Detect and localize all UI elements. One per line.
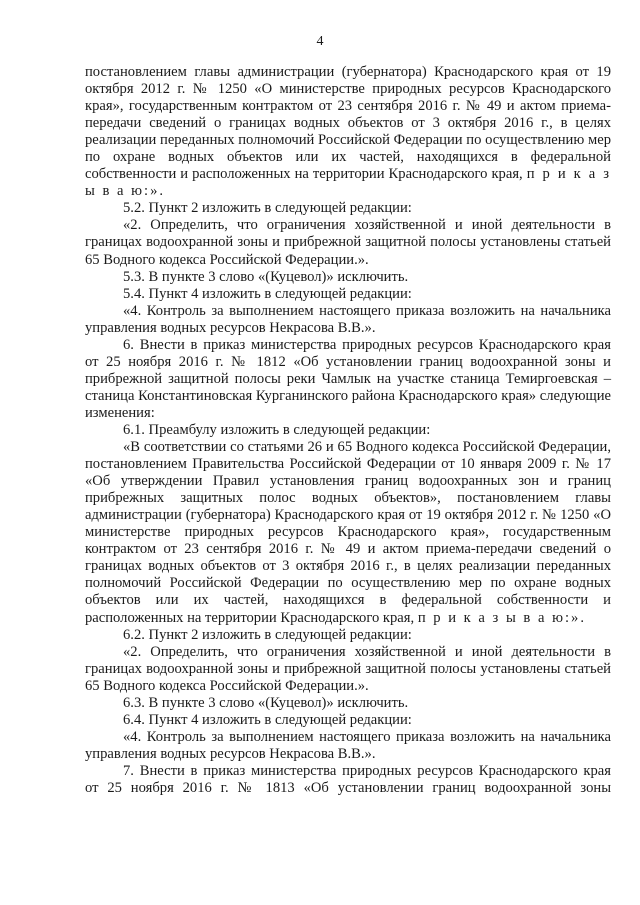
paragraph-6-1-text	[85, 439, 611, 627]
paragraph-6-2: 6.2. Пункт 2 изложить в следующей редакции:	[123, 626, 412, 643]
paragraph-7: 7. Внести в приказ министерства природных ресурсов Краснодарского края от 25 ноября 2016 г. № 1813 «Об установлении границ водоохранной зоны	[85, 762, 611, 796]
decree-word: п р и к а з ы в а ю:».	[85, 166, 611, 200]
paragraph-6-4: 6.4. Пункт 4 изложить в следующей редакции:	[123, 711, 412, 728]
paragraph-5-2-text: «2. Определить, что ограничения хозяйственной и иной деятельности в границах водоохранной зоны и прибрежной защитной полосы установлены статьей 65 Водного кодекса Российской Федерации.».	[85, 217, 611, 268]
paragraph-6-3: 6.3. В пункте 3 слово «(Куцевол)» исключить.	[123, 694, 409, 711]
paragraph-6-2-text: «2. Определить, что ограничения хозяйственной и иной деятельности в границах водоохранной зоны и прибрежной защитной полосы установлены статьей 65 Водного кодекса Российской Федерации.».	[85, 643, 611, 694]
paragraph-6-4-text: «4. Контроль за выполнением настоящего приказа возложить на начальника управления водных ресурсов Некрасова В.В.».	[85, 728, 611, 762]
paragraph-5-2: 5.2. Пункт 2 изложить в следующей редакции:	[123, 200, 412, 217]
paragraph-6-1: 6.1. Преамбулу изложить в следующей редакции:	[123, 421, 431, 438]
paragraph-text: «В соответствии со статьями 26 и 65 Водного кодекса Российской Федерации, постановлением Правительства Российской Федерации от 10 января 2009 г. № 17 «Об утверждении Правил установления границ водоохранных зон и границ прибрежных защитных полос водных объектов», постановлением главы администрации (губернатора) Краснодарского края от 19 октября 2012 г. № 1250 «О министерстве природных ресурсов Краснодарского края», государственным контрактом от 23 сентября 2016 г. № 49 и актом приема-передачи сведений о границах водных объектов от 3 октября 2016 г., в целях реализации переданных полномочий Российской Федерации по осуществлению мер по охране водных объектов или их частей, находящихся в федеральной собственности и расположенных на территории Краснодарского края,	[85, 439, 611, 626]
paragraph-6: 6. Внести в приказ министерства природных ресурсов Краснодарского края от 25 ноября 2016 г. № 1812 «Об установлении границ водоохранной зоны и прибрежной защитной полосы реки Чамлык на участке станица Темиргоевская – станица Константиновская Курганинского района Краснодарского края» следующие изменения:	[85, 336, 611, 421]
paragraph-5-4: 5.4. Пункт 4 изложить в следующей редакции:	[123, 285, 412, 302]
document-body	[85, 64, 611, 797]
page-number: 4	[316, 34, 324, 49]
paragraph-text: постановлением главы администрации (губернатора) Краснодарского края от 19 октября 2012 г. № 1250 «О министерстве природных ресурсов Краснодарского края», государственным контрактом от 23 сентября 2016 г. № 49 и актом приема-передачи сведений о границах водных объектов от 3 октября 2016 г., в целях реализации переданных полномочий Российской Федерации по осуществлению мер по охране водных объектов или их частей, находящихся в федеральной собственности и расположенных на территории Краснодарского края,	[85, 64, 611, 183]
paragraph-5-3: 5.3. В пункте 3 слово «(Куцевол)» исключить.	[123, 268, 409, 285]
paragraph-5-4-text: «4. Контроль за выполнением настоящего приказа возложить на начальника управления водных ресурсов Некрасова В.В.».	[85, 302, 611, 336]
paragraph-1	[85, 64, 611, 200]
decree-word: п р и к а з ы в а ю:».	[417, 609, 586, 626]
